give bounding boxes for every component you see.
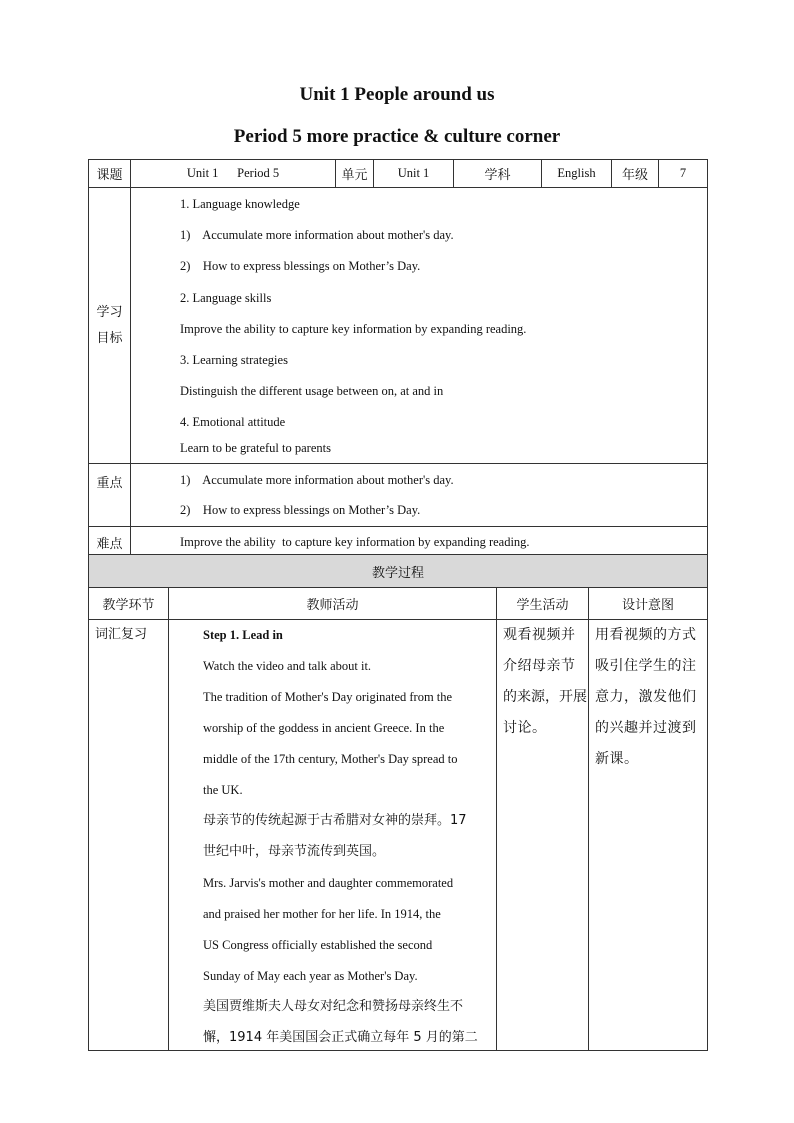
design-line: 意力，激发他们	[595, 689, 697, 705]
col-teacher: 教师活动	[169, 588, 497, 620]
teacher-line: Mrs. Jarvis's mother and daughter commemorated	[203, 876, 454, 890]
document-title: Unit 1 People around us	[299, 84, 495, 105]
objectives-content	[131, 188, 708, 464]
stage-cell: 词汇复习	[89, 620, 169, 1051]
objective-line: 3. Learning strategies	[180, 352, 288, 367]
subject-value: English	[542, 160, 612, 188]
topic-label: 课题	[89, 160, 131, 188]
teacher-line: 懈，1914 年美国国会正式确立每年 5 月的第二	[203, 1030, 478, 1045]
objective-line: 2) How to express blessings on Mother’s Day.	[180, 259, 421, 274]
student-line: 观看视频并	[503, 627, 576, 643]
process-header-row	[89, 588, 708, 620]
subject-label: 学科	[454, 160, 542, 188]
student-line: 介绍母亲节	[503, 658, 576, 674]
document-subtitle: Period 5 more practice & culture corner	[233, 126, 561, 147]
key-points-row	[89, 464, 708, 527]
key-points-content	[131, 464, 708, 527]
teacher-line: 世纪中叶，母亲节流传到英国。	[203, 844, 386, 859]
objectives-row	[89, 188, 708, 464]
objective-line: 2. Language skills	[180, 290, 272, 305]
design-intent-cell	[589, 620, 708, 1051]
teacher-line: 母亲节的传统起源于古希腊对女神的崇拜。17	[203, 813, 467, 828]
design-line: 吸引住学生的注	[595, 658, 697, 674]
objective-line: Distinguish the different usage between on, at and in	[180, 384, 444, 399]
difficulty-content: Improve the ability to capture key information by expanding reading.	[131, 527, 708, 558]
header-row	[89, 160, 708, 188]
key-point-line: 2) How to express blessings on Mother’s Day.	[180, 503, 421, 517]
process-section-row	[89, 555, 708, 588]
objective-line: 1) Accumulate more information about mother's day.	[180, 228, 454, 243]
teacher-line: and praised her mother for her life. In 1914, the	[203, 907, 441, 921]
process-row	[89, 620, 708, 1051]
design-line: 的兴趣并过渡到	[595, 720, 697, 736]
teaching-process-table	[88, 554, 708, 1051]
objective-line: 4. Emotional attitude	[180, 415, 286, 430]
teacher-line: The tradition of Mother's Day originated from the	[203, 690, 453, 704]
design-line: 新课。	[595, 751, 639, 767]
student-line: 讨论。	[503, 720, 547, 736]
objective-line: Learn to be grateful to parents	[180, 441, 331, 456]
student-line: 的来源，开展	[503, 689, 587, 705]
student-activity-cell	[497, 620, 589, 1051]
step-heading: Step 1. Lead in	[203, 628, 283, 642]
process-section-title: 教学过程	[89, 555, 708, 588]
col-stage: 教学环节	[89, 588, 169, 620]
grade-value: 7	[659, 160, 708, 188]
teacher-line: middle of the 17th century, Mother's Day spread to	[203, 752, 458, 766]
objectives-label: 学习 目标	[89, 188, 131, 464]
teacher-line: Watch the video and talk about it.	[203, 659, 372, 673]
teacher-activity-cell	[169, 620, 497, 1051]
col-student: 学生活动	[497, 588, 589, 620]
teacher-line: US Congress officially established the second	[203, 938, 433, 952]
objective-line: Improve the ability to capture key information by expanding reading.	[180, 321, 527, 336]
teacher-line: 美国贾维斯夫人母女对纪念和赞扬母亲终生不	[203, 999, 464, 1014]
topic-value: Unit 1 Period 5	[131, 160, 336, 188]
difficulty-label: 难点	[89, 527, 131, 558]
design-line: 用看视频的方式	[595, 627, 697, 643]
teacher-line: the UK.	[203, 783, 243, 797]
unit-value: Unit 1	[374, 160, 454, 188]
key-points-label: 重点	[89, 464, 131, 527]
unit-label: 单元	[336, 160, 374, 188]
col-design: 设计意图	[589, 588, 708, 620]
objective-line: 1. Language knowledge	[180, 197, 300, 211]
difficulty-row	[89, 527, 708, 558]
key-point-line: 1) Accumulate more information about mother's day.	[180, 473, 454, 487]
grade-label: 年级	[612, 160, 659, 188]
lesson-info-table	[88, 159, 708, 558]
teacher-line: Sunday of May each year as Mother's Day.	[203, 969, 418, 983]
teacher-line: worship of the goddess in ancient Greece. In the	[203, 721, 445, 735]
